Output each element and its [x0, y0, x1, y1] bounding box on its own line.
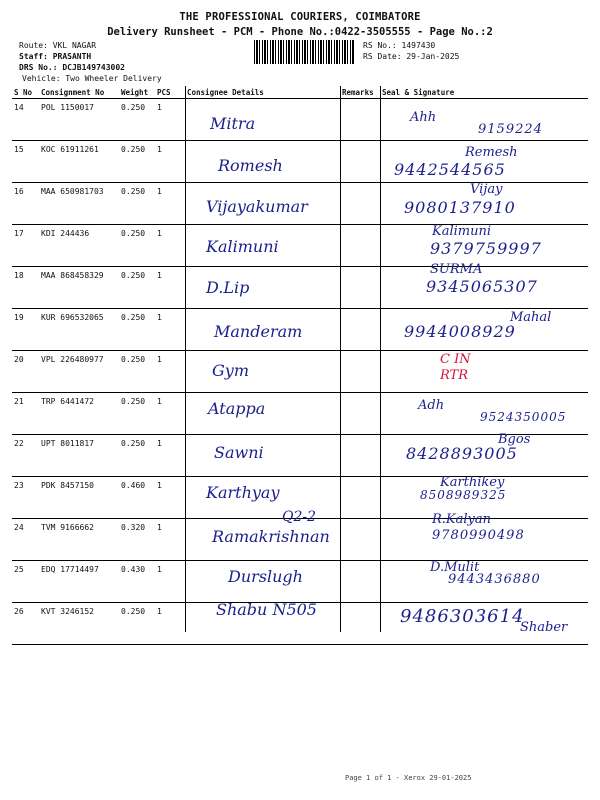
consignment-cell: VPL 226480977 [39, 351, 119, 393]
signature-handwriting: Remesh [465, 145, 518, 160]
rs-no-field: RS No.: 1497430 [363, 41, 436, 50]
phone-handwriting: 9159224 [478, 122, 543, 137]
consignment-cell: EDQ 17714497 [39, 561, 119, 603]
weight-cell: 0.250 [119, 309, 155, 351]
sno-cell: 23 [12, 477, 39, 519]
signature-handwriting: Kalimuni [432, 224, 492, 239]
consignee-handwriting: D.Lip [206, 278, 250, 297]
remarks-cell [340, 603, 380, 645]
consignee-handwriting: Durslugh [228, 567, 303, 586]
weight-cell: 0.250 [119, 603, 155, 645]
divider [185, 86, 186, 632]
consignee-handwriting: Manderam [214, 322, 303, 341]
consignment-cell: MAA 650981703 [39, 183, 119, 225]
remarks-cell [340, 561, 380, 603]
consignment-cell: TVM 9166662 [39, 519, 119, 561]
consignee-handwriting: Mitra [210, 114, 256, 133]
phone-handwriting: 9442544565 [394, 160, 506, 179]
remarks-cell [340, 225, 380, 267]
pcs-cell: 1 [155, 309, 185, 351]
pcs-cell: 1 [155, 435, 185, 477]
weight-cell: 0.250 [119, 435, 155, 477]
consignee-handwriting: Karthyay [206, 483, 280, 502]
consignment-cell: KVT 3246152 [39, 603, 119, 645]
signature-handwriting: Bgos [498, 432, 531, 447]
divider [340, 86, 341, 632]
remarks-cell [340, 393, 380, 435]
divider [380, 86, 381, 632]
company-name: THE PROFESSIONAL COURIERS, COIMBATORE [179, 11, 421, 23]
phone-handwriting: 8428893005 [406, 444, 518, 463]
consignee-handwriting: Romesh [218, 156, 283, 175]
sno-cell: 19 [12, 309, 39, 351]
phone-handwriting: 9486303614 [400, 606, 525, 627]
signature-handwriting: Mahal [510, 310, 552, 325]
signature-handwriting: C IN [440, 352, 471, 367]
signature-handwriting: R.Kalyan [432, 512, 492, 527]
pcs-cell: 1 [155, 477, 185, 519]
weight-cell: 0.250 [119, 267, 155, 309]
column-header-seal: Seal & Signature [380, 86, 588, 99]
remarks-cell [340, 519, 380, 561]
consignee-handwriting: Kalimuni [206, 237, 279, 256]
consignee-cell [185, 351, 340, 393]
staff-field: Staff: PRASANTH [19, 52, 92, 61]
sno-cell: 22 [12, 435, 39, 477]
sno-cell: 25 [12, 561, 39, 603]
weight-cell: 0.250 [119, 351, 155, 393]
runsheet-subtitle: Delivery Runsheet - PCM - Phone No.:0422-3505555 - Page No.:2 [107, 26, 493, 38]
remarks-cell [340, 99, 380, 141]
handwritten-note: Q2-2 [282, 509, 317, 525]
signature-handwriting: Ahh [410, 110, 437, 125]
sno-cell: 16 [12, 183, 39, 225]
table-header-row [12, 86, 588, 99]
weight-cell: 0.250 [119, 141, 155, 183]
weight-cell: 0.430 [119, 561, 155, 603]
pcs-cell: 1 [155, 603, 185, 645]
sno-cell: 14 [12, 99, 39, 141]
sno-cell: 15 [12, 141, 39, 183]
remarks-cell [340, 141, 380, 183]
pcs-cell: 1 [155, 99, 185, 141]
signature-handwriting: SURMA [430, 262, 483, 277]
pcs-cell: 1 [155, 351, 185, 393]
barcode [254, 40, 354, 64]
weight-cell: 0.250 [119, 99, 155, 141]
seal-cell [380, 351, 588, 393]
signature-handwriting: D.Mulit [430, 560, 480, 575]
route-field: Route: VKL NAGAR [19, 41, 97, 50]
remarks-cell [340, 435, 380, 477]
vehicle-field: Vehicle: Two Wheeler Delivery [22, 74, 162, 83]
signature-handwriting: Karthikey [440, 475, 505, 490]
consignee-handwriting: Ramakrishnan [212, 527, 330, 546]
consignee-cell [185, 99, 340, 141]
consignment-cell: TRP 6441472 [39, 393, 119, 435]
sno-cell: 24 [12, 519, 39, 561]
pcs-cell: 1 [155, 393, 185, 435]
consignment-cell: KDI 244436 [39, 225, 119, 267]
consignment-cell: MAA 868458329 [39, 267, 119, 309]
sno-cell: 18 [12, 267, 39, 309]
column-header-sno: S No [12, 86, 39, 99]
phone-handwriting: 9944008929 [404, 322, 516, 341]
consignee-handwriting: Sawni [214, 443, 264, 462]
drs-field: DRS No.: DCJB149743002 [19, 63, 125, 72]
phone-handwriting: 9524350005 [480, 410, 567, 424]
remarks-cell [340, 267, 380, 309]
pcs-cell: 1 [155, 519, 185, 561]
weight-cell: 0.460 [119, 477, 155, 519]
consignment-cell: POL 1150017 [39, 99, 119, 141]
phone-handwriting: 9080137910 [404, 198, 516, 217]
weight-cell: 0.320 [119, 519, 155, 561]
consignee-handwriting: Gym [212, 361, 249, 380]
pcs-cell: 1 [155, 141, 185, 183]
phone-handwriting: 9780990498 [432, 528, 525, 543]
consignee-handwriting: Atappa [208, 399, 266, 418]
pcs-cell: 1 [155, 225, 185, 267]
phone-handwriting: 9345065307 [426, 277, 538, 296]
column-header-remarks: Remarks [340, 86, 380, 99]
remarks-cell [340, 477, 380, 519]
signature-handwriting: RTR [440, 368, 469, 383]
signature-handwriting: Adh [418, 398, 445, 413]
pcs-cell: 1 [155, 267, 185, 309]
weight-cell: 0.250 [119, 183, 155, 225]
remarks-cell [340, 183, 380, 225]
page-footer: Page 1 of 1 - Xerox 29-01-2025 [345, 774, 472, 782]
sno-cell: 20 [12, 351, 39, 393]
phone-handwriting: 9443436880 [448, 572, 541, 587]
phone-handwriting: 8508989325 [420, 488, 507, 502]
signature-handwriting: Vijay [470, 182, 503, 197]
sno-cell: 26 [12, 603, 39, 645]
consignee-handwriting: Shabu N505 [216, 600, 317, 619]
column-header-consignee: Consignee Details [185, 86, 340, 99]
weight-cell: 0.250 [119, 225, 155, 267]
consignment-cell: UPT 8011817 [39, 435, 119, 477]
column-header-pcs: PCS [155, 86, 185, 99]
signature-handwriting: Shaber [520, 620, 568, 635]
column-header-weight: Weight [119, 86, 155, 99]
pcs-cell: 1 [155, 561, 185, 603]
consignee-handwriting: Vijayakumar [206, 197, 308, 216]
consignment-cell: KUR 696532065 [39, 309, 119, 351]
rs-date-field: RS Date: 29-Jan-2025 [363, 52, 460, 61]
weight-cell: 0.250 [119, 393, 155, 435]
sno-cell: 17 [12, 225, 39, 267]
table-row [12, 351, 588, 393]
phone-handwriting: 9379759997 [430, 239, 542, 258]
remarks-cell [340, 309, 380, 351]
consignment-cell: PDK 8457150 [39, 477, 119, 519]
sno-cell: 21 [12, 393, 39, 435]
remarks-cell [340, 351, 380, 393]
column-header-consignment: Consignment No [39, 86, 119, 99]
pcs-cell: 1 [155, 183, 185, 225]
consignment-cell: KOC 61911261 [39, 141, 119, 183]
